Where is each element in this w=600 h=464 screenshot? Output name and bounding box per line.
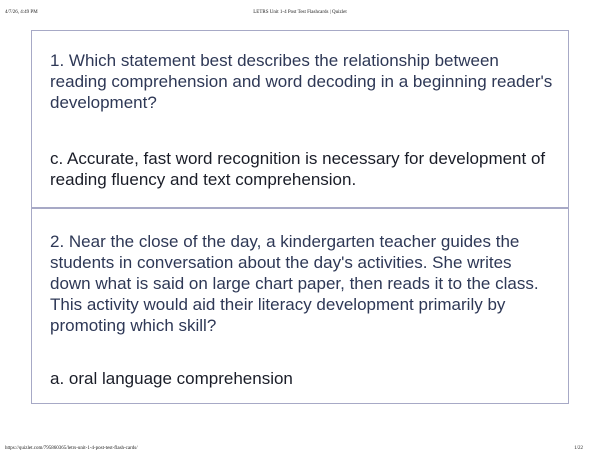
print-page-number: 1/22 — [574, 446, 583, 451]
flashcard-definition: c. Accurate, fast word recognition is necessary for development of reading fluency and text comprehension. — [50, 149, 546, 189]
flashcard-term: 1. Which statement best describes the relationship between reading comprehension and word decoding in a beginning reader's development? — [50, 51, 553, 112]
flashcard — [32, 207, 568, 403]
print-header — [0, 10, 600, 18]
print-url[interactable]: https://quizlet.com/795860365/letrs-unit-1-4-post-test-flash-cards/ — [5, 446, 138, 451]
print-footer — [0, 446, 600, 454]
flashcard — [32, 31, 568, 207]
print-page-title: LETRS Unit 1-4 Post Test Flashcards | Quizlet — [253, 10, 347, 15]
print-datetime: 4/7/26, 4:49 PM — [5, 10, 38, 15]
flashcard-term: 2. Near the close of the day, a kindergarten teacher guides the students in conversation about the day's activities. She writes down what is said on large chart paper, then reads it to the class. This activity would aid their literacy development primarily by promoting which skill? — [50, 232, 539, 335]
flashcard-list — [31, 30, 569, 404]
flashcard-definition: a. oral language comprehension — [50, 369, 293, 388]
